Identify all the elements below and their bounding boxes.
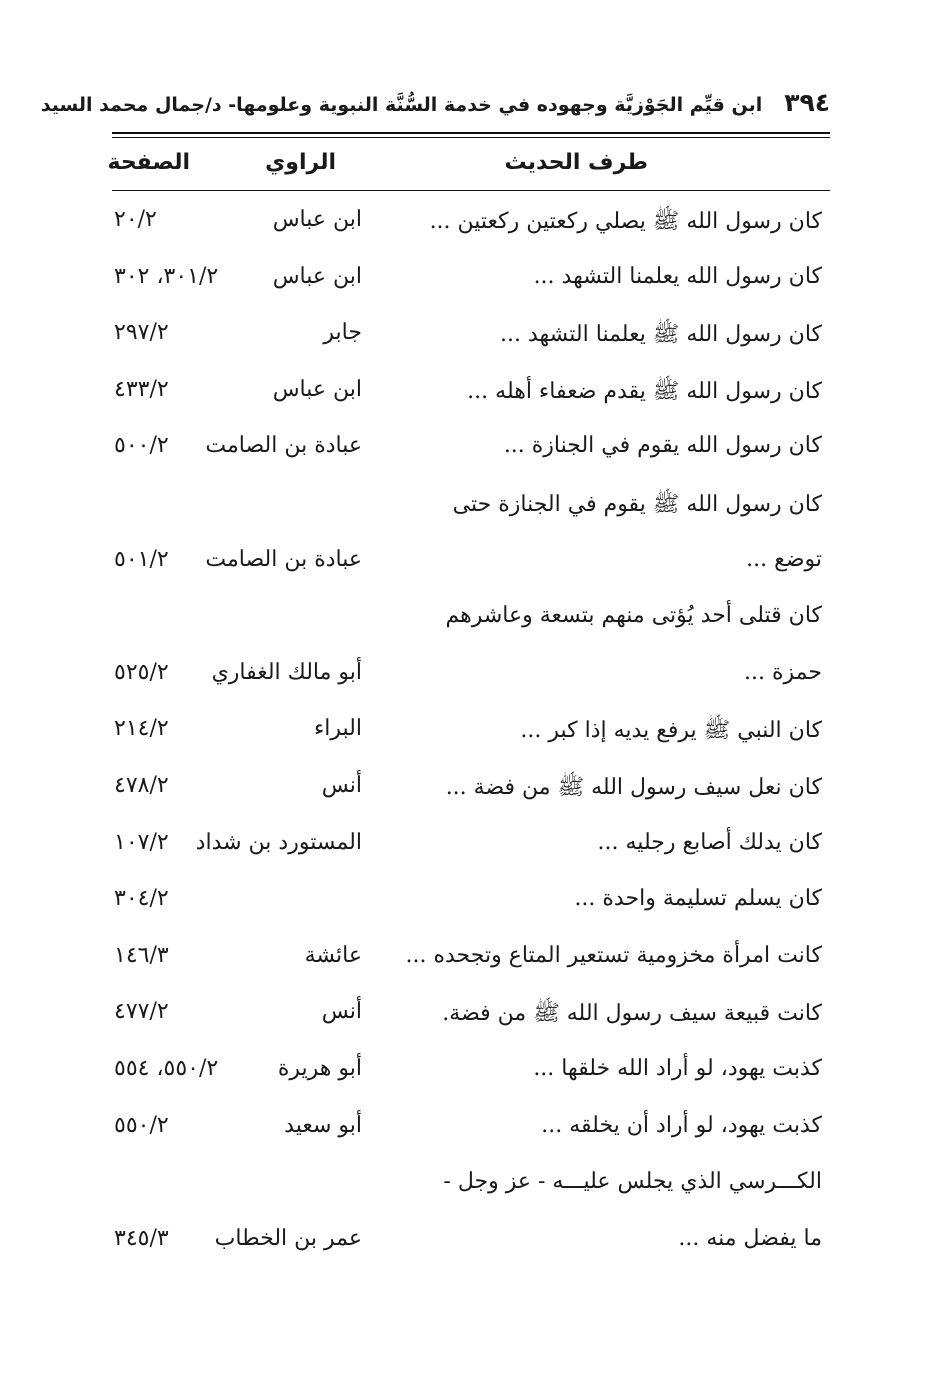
narrator-name: ابن عباس (272, 376, 362, 402)
hadith-text: كان النبي ﷺ يرفع يديه إذا كبر ... (520, 718, 822, 744)
hadith-text: ما يفضل منه ... (678, 1225, 822, 1251)
hadith-text: الكـــرسي الذي يجلس عليـــه - عز وجل - (443, 1169, 822, 1195)
page-number: ٣٩٤ (784, 88, 830, 117)
table-row (112, 593, 830, 650)
page-reference: ٤٧٧/٢ (114, 999, 169, 1025)
page-reference: ٥٥٠/٢، ٥٥٤ (114, 1055, 219, 1081)
hadith-text: كان رسول الله ﷺ يقدم ضعفاء أهله ... (467, 378, 822, 404)
narrator-name: عائشة (304, 942, 362, 968)
narrator-name: ابن عباس (272, 207, 362, 232)
page-reference: ٥٢٥/٢ (114, 659, 169, 685)
narrator-name: ابن عباس (272, 263, 362, 289)
column-header-divider (112, 190, 830, 191)
hadith-text: توضع ... (746, 546, 822, 572)
table-row (112, 423, 830, 480)
table-row (112, 706, 830, 763)
table-row (112, 989, 830, 1046)
hadith-text: كان رسول الله ﷺ يصلي ركعتين ركعتين ... (429, 209, 822, 234)
narrator-name: عمر بن الخطاب (214, 1225, 362, 1251)
page-reference: ٣٠٤/٢ (114, 886, 169, 912)
page-reference: ٥٠١/٢ (114, 546, 169, 572)
table-row (112, 1216, 830, 1273)
narrator-name: أنس (321, 772, 362, 798)
page-reference: ١٤٦/٣ (114, 942, 169, 968)
page-reference: ٢٠/٢ (114, 207, 157, 232)
table-row (112, 1103, 830, 1160)
hadith-text: كانت قبيعة سيف رسول الله ﷺ من فضة. (442, 1001, 822, 1027)
running-header (40, 88, 830, 128)
narrator-name: البراء (313, 716, 362, 742)
index-table (112, 197, 830, 1272)
table-row (112, 933, 830, 990)
page-reference: ٤٧٨/٢ (114, 772, 169, 798)
narrator-name: جابر (323, 320, 362, 346)
narrator-name: عبادة بن الصامت (205, 433, 362, 459)
running-title: ابن قيِّم الجَوْزيَّة وجهوده في خدمة السُّنَّة النبوية وعلومها- د/جمال محمد السيد (40, 94, 763, 116)
table-row (112, 310, 830, 367)
hadith-text: كان رسول الله ﷺ يعلمنا التشهد ... (500, 322, 822, 348)
table-row (112, 820, 830, 877)
column-header-page: الصفحة (107, 150, 190, 175)
narrator-name: أبو مالك الغفاري (211, 659, 362, 685)
narrator-name: أنس (321, 999, 362, 1025)
narrator-name: المستورد بن شداد (195, 829, 362, 855)
narrator-name: أبو هريرة (277, 1055, 362, 1081)
table-row (112, 763, 830, 820)
table-row (112, 537, 830, 594)
hadith-text: كان قتلى أحد يُؤتى منهم بتسعة وعاشرهم (445, 603, 822, 629)
hadith-text: كذبت يهود، لو أراد الله خلقها ... (533, 1055, 822, 1081)
narrator-name: أبو سعيد (284, 1112, 362, 1138)
table-row (112, 1159, 830, 1216)
hadith-text: كانت امرأة مخزومية تستعير المتاع وتجحده ... (405, 942, 822, 968)
hadith-text: كذبت يهود، لو أراد أن يخلقه ... (541, 1112, 822, 1138)
hadith-text: كان رسول الله يعلمنا التشهد ... (533, 263, 822, 289)
hadith-text: كان رسول الله ﷺ يقوم في الجنازة حتى (452, 491, 822, 517)
page-reference: ٢٩٧/٢ (114, 320, 169, 346)
column-header-hadith: طرف الحديث (504, 150, 648, 175)
narrator-name: عبادة بن الصامت (205, 546, 362, 572)
page-reference: ١٠٧/٢ (114, 829, 169, 855)
hadith-text: كان يدلك أصابع رجليه ... (597, 829, 822, 855)
table-row (112, 367, 830, 424)
column-header-narrator: الراوي (265, 150, 336, 175)
table-row (112, 1046, 830, 1103)
hadith-text: كان نعل سيف رسول الله ﷺ من فضة ... (445, 774, 822, 800)
hadith-text: كان رسول الله يقوم في الجنازة ... (503, 433, 822, 459)
index-page (40, 88, 830, 1272)
page-reference: ٣٤٥/٣ (114, 1225, 169, 1251)
page-reference: ٢١٤/٢ (114, 716, 169, 742)
hadith-text: كان يسلم تسليمة واحدة ... (574, 886, 822, 912)
page-reference: ٣٠١/٢، ٣٠٢ (114, 263, 219, 289)
column-headers (107, 138, 830, 190)
table-row (112, 480, 830, 537)
table-row (112, 650, 830, 707)
hadith-text: حمزة ... (744, 659, 822, 685)
table-row (112, 254, 830, 311)
table-row (112, 876, 830, 933)
page-reference: ٥٥٠/٢ (114, 1112, 169, 1138)
table-row (112, 197, 830, 254)
page-reference: ٥٠٠/٢ (114, 433, 169, 459)
page-reference: ٤٣٣/٢ (114, 376, 169, 402)
